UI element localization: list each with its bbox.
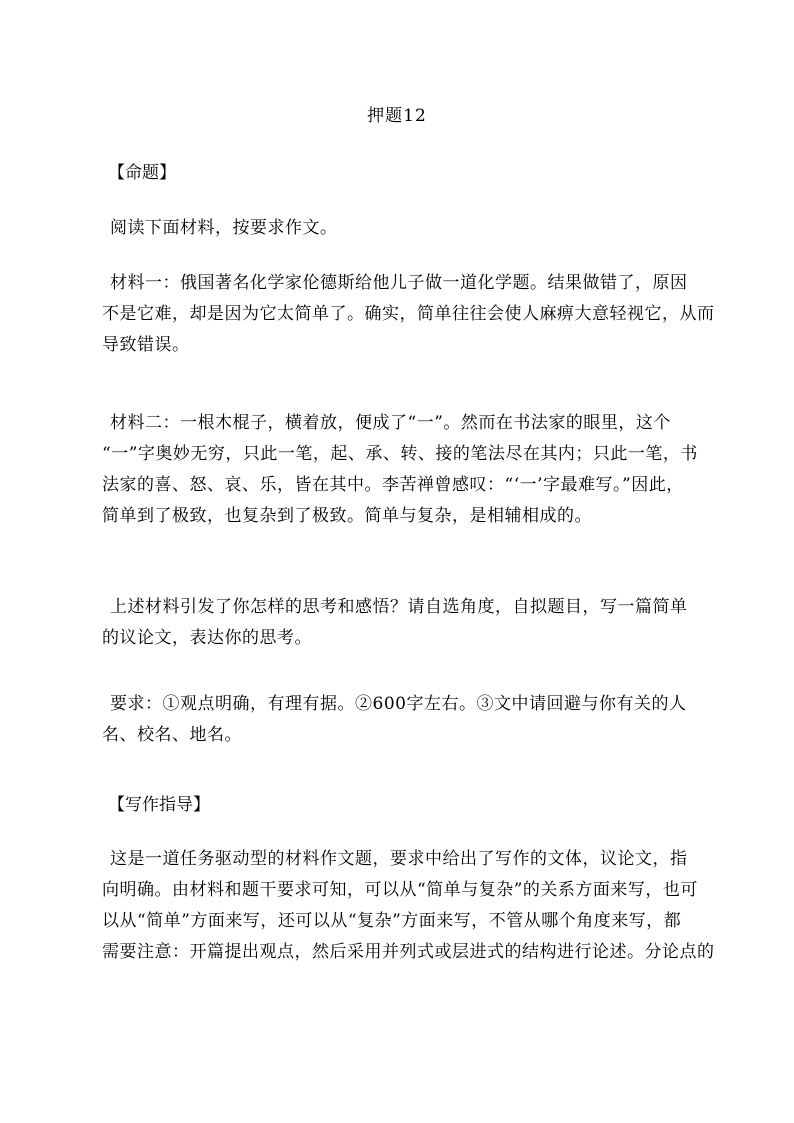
intro-line: 阅读下面材料，按要求作文。 (110, 218, 338, 238)
guidance-paragraph (102, 844, 742, 968)
section-heading-proposition: 【命题】 (108, 163, 176, 183)
prompt-line-2: 的议论文，表达你的思考。 (102, 628, 312, 648)
requirements-line-1: 要求：①观点明确，有理有据。②600字左右。③文中请回避与你有关的人 (110, 694, 687, 714)
material-two-line-4: 简单到了极致，也复杂到了极致。简单与复杂，是相辅相成的。 (102, 506, 592, 526)
material-two-line-2: “一”字奥妙无穷，只此一笔，起、承、转、接的笔法尽在其内；只此一笔，书 (102, 444, 698, 464)
guidance-line-3: 以从“简单”方面来写，还可以从“复杂”方面来写，不管从哪个角度来写，都 (102, 911, 682, 931)
page-title: 押题12 (367, 106, 427, 126)
section-heading-guidance: 【写作指导】 (108, 795, 210, 815)
intro-paragraph (102, 213, 742, 244)
material-two-paragraph (102, 408, 742, 532)
guidance-line-1: 这是一道任务驱动型的材料作文题，要求中给出了写作的文体，议论文，指 (110, 849, 688, 869)
material-one-line-3: 导致错误。 (102, 335, 190, 355)
material-one-paragraph (102, 268, 742, 361)
material-two-line-1: 材料二：一根木棍子，横着放，便成了“一”。然而在书法家的眼里，这个 (110, 413, 671, 433)
prompt-paragraph (102, 592, 742, 654)
guidance-line-2: 向明确。由材料和题干要求可知，可以从“简单与复杂”的关系方面来写，也可 (102, 880, 698, 900)
material-one-line-2: 不是它难，却是因为它太简单了。确实，简单往往会使人麻痹大意轻视它，从而 (102, 304, 715, 324)
requirements-line-2: 名、校名、地名。 (102, 725, 242, 745)
prompt-line-1: 上述材料引发了你怎样的思考和感悟？请自选角度，自拟题目，写一篇简单 (110, 597, 688, 617)
requirements-paragraph (102, 689, 742, 751)
guidance-line-4: 需要注意：开篇提出观点，然后采用并列式或层进式的结构进行论述。分论点的 (102, 942, 715, 962)
material-two-line-3: 法家的喜、怒、哀、乐，皆在其中。李苦禅曾感叹：“‘一’字最难写。”因此， (102, 475, 684, 495)
material-one-line-1: 材料一：俄国著名化学家伦德斯给他儿子做一道化学题。结果做错了，原因 (110, 273, 688, 293)
